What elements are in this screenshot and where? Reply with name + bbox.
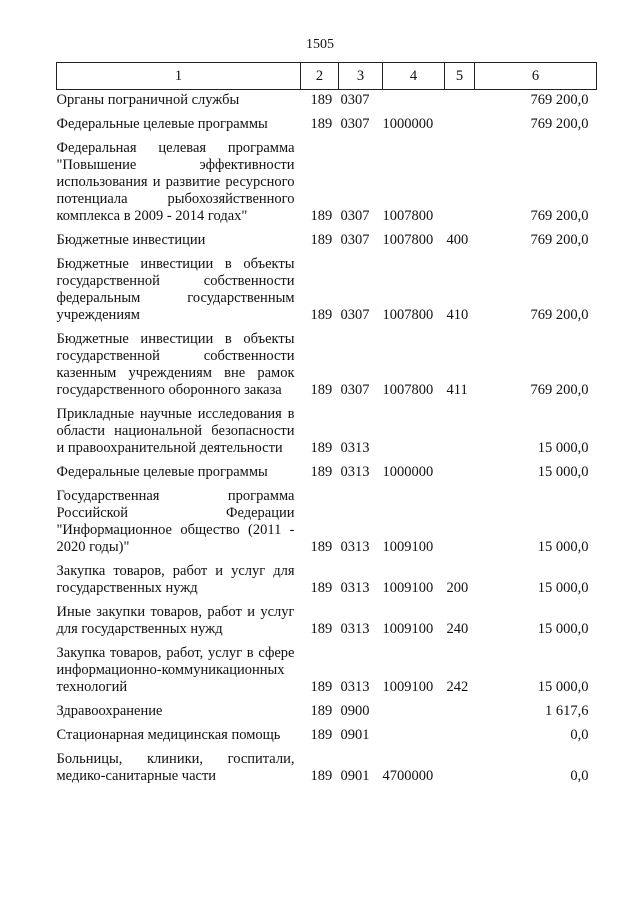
cell-admin-code: 189 [310, 92, 333, 108]
header-cell-sum: 6 [475, 63, 597, 90]
cell-target-article [383, 696, 445, 720]
cell-sum: 769 200,0 [530, 208, 589, 224]
cell-admin-code: 189 [310, 703, 333, 719]
cell-expense-type [445, 481, 475, 556]
cell-expense-type [445, 399, 475, 457]
cell-name: Государственная программа Российской Федерации "Информационное общество (2011 - 2020 годы)" [56, 488, 295, 555]
table-row [57, 324, 597, 399]
cell-admin-code: 189 [310, 580, 333, 596]
cell-name: Иные закупки товаров, работ и услуг для государственных нужд [56, 604, 295, 637]
cell-section-code: 0900 [340, 703, 370, 719]
cell-section-code: 0901 [340, 727, 370, 743]
cell-section-code: 0901 [340, 768, 370, 784]
header-cell-name: 1 [57, 63, 301, 90]
cell-target-article: 1000000 [382, 116, 434, 132]
cell-name: Больницы, клиники, госпитали, медико-санитарные части [56, 751, 295, 784]
header-row [57, 63, 597, 90]
table-row [57, 109, 597, 133]
cell-admin-code: 189 [310, 679, 333, 695]
cell-expense-type [445, 90, 475, 110]
cell-target-article [383, 90, 445, 110]
cell-sum: 15 000,0 [537, 580, 589, 596]
table-row [57, 556, 597, 597]
table-row [57, 399, 597, 457]
cell-sum: 15 000,0 [537, 621, 589, 637]
cell-admin-code: 189 [310, 768, 333, 784]
cell-target-article: 1007800 [382, 208, 434, 224]
cell-target-article: 1009100 [382, 539, 434, 555]
cell-name: Бюджетные инвестиции [56, 232, 206, 248]
cell-expense-type [445, 744, 475, 785]
cell-admin-code: 189 [310, 539, 333, 555]
cell-sum: 769 200,0 [530, 92, 589, 108]
cell-admin-code: 189 [310, 382, 333, 398]
table-row [57, 225, 597, 249]
cell-section-code: 0307 [340, 232, 370, 248]
cell-expense-type: 240 [446, 621, 469, 637]
table-body [57, 90, 597, 786]
table-row [57, 744, 597, 785]
cell-section-code: 0313 [340, 621, 370, 637]
cell-section-code: 0307 [340, 208, 370, 224]
cell-admin-code: 189 [310, 621, 333, 637]
cell-expense-type: 410 [446, 307, 469, 323]
table-row [57, 696, 597, 720]
header-cell-expense-type: 5 [445, 63, 475, 90]
table-row [57, 133, 597, 225]
cell-section-code: 0307 [340, 116, 370, 132]
cell-name: Федеральные целевые программы [56, 116, 268, 132]
cell-sum: 769 200,0 [530, 307, 589, 323]
cell-admin-code: 189 [310, 464, 333, 480]
cell-target-article: 4700000 [382, 768, 434, 784]
cell-expense-type: 242 [446, 679, 469, 695]
cell-name: Федеральная целевая программа "Повышение эффективности использования и развитие ресурсного потенциала рыбохозяйственного комплекса в 2009 - 2014 годах" [56, 140, 295, 224]
cell-name: Органы пограничной службы [56, 92, 240, 108]
cell-sum: 15 000,0 [537, 464, 589, 480]
table-header [57, 63, 597, 90]
cell-sum: 769 200,0 [530, 232, 589, 248]
cell-expense-type [445, 133, 475, 225]
cell-target-article: 1007800 [382, 382, 434, 398]
cell-target-article: 1009100 [382, 679, 434, 695]
cell-target-article [383, 399, 445, 457]
cell-name: Бюджетные инвестиции в объекты государственной собственности казенным учреждениям вне рамок государственного оборонного заказа [56, 331, 295, 398]
cell-section-code: 0307 [340, 307, 370, 323]
cell-name: Бюджетные инвестиции в объекты государственной собственности федеральным государственным учреждениям [56, 256, 295, 323]
cell-admin-code: 189 [310, 440, 333, 456]
cell-name: Прикладные научные исследования в области национальной безопасности и правоохранительной деятельности [56, 406, 295, 456]
table-row [57, 457, 597, 481]
cell-name: Закупка товаров, работ, услуг в сфере информационно-коммуникационных технологий [56, 645, 295, 695]
cell-admin-code: 189 [310, 727, 333, 743]
cell-sum: 769 200,0 [530, 116, 589, 132]
cell-target-article: 1009100 [382, 580, 434, 596]
cell-target-article [383, 720, 445, 744]
cell-name: Закупка товаров, работ и услуг для государственных нужд [56, 563, 295, 596]
header-cell-target-article: 4 [383, 63, 445, 90]
cell-section-code: 0313 [340, 539, 370, 555]
cell-expense-type: 400 [446, 232, 469, 248]
table-row [57, 481, 597, 556]
budget-table [56, 62, 597, 785]
cell-name: Здравоохранение [56, 703, 163, 719]
cell-sum: 15 000,0 [537, 539, 589, 555]
cell-admin-code: 189 [310, 232, 333, 248]
header-cell-admin: 2 [301, 63, 339, 90]
cell-sum: 0,0 [570, 768, 589, 784]
page-number: 1505 [306, 37, 334, 52]
cell-target-article: 1007800 [382, 232, 434, 248]
table-row [57, 90, 597, 110]
cell-sum: 769 200,0 [530, 382, 589, 398]
cell-expense-type: 411 [446, 382, 468, 398]
table-row [57, 597, 597, 638]
table-row [57, 249, 597, 324]
cell-sum: 0,0 [570, 727, 589, 743]
cell-name: Стационарная медицинская помощь [56, 727, 281, 743]
cell-expense-type [445, 720, 475, 744]
cell-expense-type [445, 696, 475, 720]
cell-target-article: 1009100 [382, 621, 434, 637]
cell-expense-type [445, 109, 475, 133]
cell-admin-code: 189 [310, 307, 333, 323]
header-cell-section: 3 [339, 63, 383, 90]
cell-sum: 1 617,6 [545, 703, 589, 719]
cell-section-code: 0307 [340, 92, 370, 108]
cell-section-code: 0313 [340, 464, 370, 480]
cell-name: Федеральные целевые программы [56, 464, 268, 480]
cell-admin-code: 189 [310, 116, 333, 132]
cell-expense-type [445, 457, 475, 481]
cell-target-article: 1007800 [382, 307, 434, 323]
cell-expense-type: 200 [446, 580, 469, 596]
table-row [57, 720, 597, 744]
cell-admin-code: 189 [310, 208, 333, 224]
cell-target-article: 1000000 [382, 464, 434, 480]
cell-sum: 15 000,0 [537, 440, 589, 456]
cell-section-code: 0313 [340, 580, 370, 596]
cell-section-code: 0313 [340, 679, 370, 695]
cell-sum: 15 000,0 [537, 679, 589, 695]
table-row [57, 638, 597, 696]
cell-section-code: 0307 [340, 382, 370, 398]
cell-section-code: 0313 [340, 440, 370, 456]
